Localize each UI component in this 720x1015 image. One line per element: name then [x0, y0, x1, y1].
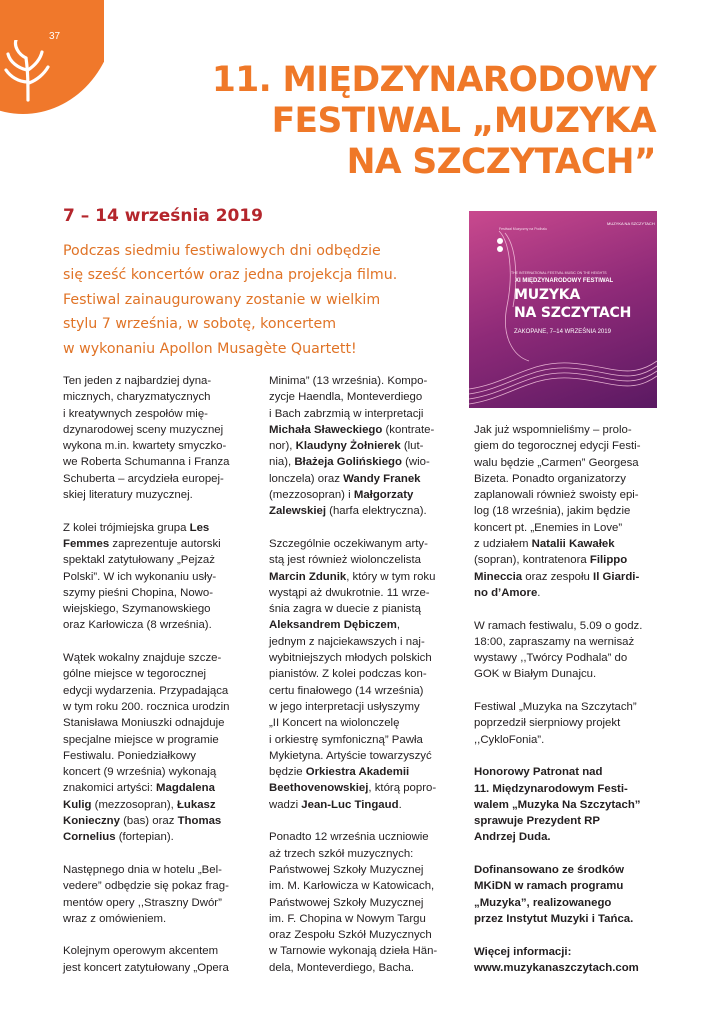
text-line: jest koncert zatytułowany „Opera [63, 961, 229, 974]
text-line: Marcin Zdunik, który w tym roku [269, 570, 436, 583]
text-line: wadzi Jean-Luc Tingaud. [269, 798, 402, 811]
text-line: Szczególnie oczekiwanym arty- [269, 537, 428, 550]
text-line: Zalewskiej (harfa elektryczna). [269, 505, 427, 518]
text-line: szymy pieśni Chopina, Nowo- [63, 586, 214, 599]
text-line: Beethovenowskiej, którą popro- [269, 782, 437, 795]
text-line: Festiwalu. Poniedziałkowy [63, 749, 196, 762]
poster-masthead: THE INTERNATIONAL FESTIVAL MUSIC ON THE HEIGHTS [511, 271, 607, 275]
text-line: koncert (9 września) wykonają [63, 766, 217, 779]
text-line: Mykietyna. Artyście towarzyszyć [269, 749, 432, 762]
corner-decoration [0, 0, 104, 116]
text-line: edycji wydarzenia. Przypadająca [63, 684, 229, 697]
text-line: wybitniejszych młodych polskich [269, 652, 432, 665]
text-line: mentów opery ,,Straszny Dwór” [63, 896, 222, 909]
paragraph [474, 764, 662, 845]
text-line: giem do tegorocznej edycji Festi- [474, 440, 641, 453]
text-line: w tym roku 200. rocznica urodzin [63, 700, 230, 713]
text-line: Państwowej Szkoły Muzycznej [269, 863, 424, 876]
text-line: Państwowej Szkoły Muzycznej [269, 896, 424, 909]
title-line: NA SZCZYTACH” [346, 142, 656, 182]
text-line: Andrzej Duda. [474, 831, 551, 844]
text-line: Michała Sławeckiego (kontrate- [269, 423, 435, 436]
lead-paragraph [63, 239, 433, 361]
text-line: z udziałem Natalii Kawałek [474, 538, 615, 551]
text-line: nia), Błażeja Golińskiego (wio- [269, 456, 430, 469]
text-line: www.muzykanaszczytach.com [474, 961, 639, 974]
wheat-logo-icon [4, 40, 52, 102]
title-line: 11. MIĘDZYNARODOWY [211, 60, 656, 100]
text-line: Honorowy Patronat nad [474, 766, 603, 779]
poster-title: MUZYKA [514, 287, 581, 303]
text-line: Jak już wspomnieliśmy – prolo- [474, 424, 632, 436]
paragraph [474, 618, 662, 683]
lead-line: Podczas siedmiu festiwalowych dni odbędzie [63, 243, 381, 259]
lead-line: w wykonaniu Apollon Musagète Quartett! [63, 340, 357, 357]
text-line: dzynarodowej sceny muzycznej [63, 423, 224, 436]
festival-poster [469, 211, 657, 408]
text-line: przez Instytut Muzyki i Tańca. [474, 912, 634, 925]
text-line: walu będzie „Carmen” Georgesa [474, 456, 639, 469]
text-line: „II Koncert na wiolonczelę [269, 717, 400, 730]
column-1 [63, 373, 243, 992]
text-line: specjalne miejsce w programie [63, 733, 219, 746]
text-line: Stanisława Moniuszki odnajduje [63, 717, 225, 730]
text-line: Femmes zaprezentuje autorski [63, 537, 221, 550]
text-line: we Roberta Schumanna i Franza [63, 456, 230, 469]
text-line: nor), Klaudyny Żołnierek (lut- [269, 440, 424, 453]
text-line: lonczela) oraz Wandy Franek [269, 472, 421, 485]
text-line: Kolejnym operowym akcentem [63, 945, 219, 958]
text-line: GOK w Białym Dunajcu. [474, 668, 597, 681]
text-line: Schuberta – arcydzieła europej- [63, 472, 224, 485]
text-line: pianistów. Z kolei podczas kon- [269, 668, 427, 681]
text-line: wraz z omówieniem. [63, 912, 167, 925]
text-line: wiejskiego, Szymanowskiego [63, 603, 211, 616]
text-line: oraz Karłowicza (8 września). [63, 619, 212, 632]
text-line: MKiDN w ramach programu [474, 880, 624, 893]
text-line: (mezzosopran) i Małgorzaty [269, 489, 414, 502]
paragraph [63, 650, 243, 846]
paragraph [474, 422, 662, 601]
poster-subtitle: XI MIĘDZYNARODOWY FESTIWAL [515, 278, 614, 284]
text-line: certu finałowego (14 września) [269, 684, 424, 697]
text-line: oraz Zespołu Szkół Muzycznych [269, 929, 432, 942]
text-line: Aleksandrem Dębiczem, [269, 619, 401, 632]
text-line: poprzedził sierpniowy projekt [474, 717, 621, 730]
paragraph [474, 944, 662, 977]
text-line: Mineccia oraz zespołu Il Giardi- [474, 570, 640, 583]
page-number: 37 [49, 31, 61, 42]
text-line: Następnego dnia w hotelu „Bel- [63, 863, 222, 876]
text-line: Ten jeden z najbardziej dyna- [63, 375, 212, 387]
text-line: koncert pt. „Enemies in Love” [474, 521, 623, 534]
paragraph [63, 373, 243, 503]
text-line: micznych, charyzmatycznych [63, 391, 211, 404]
text-line: Bizeta. Ponadto organizatorzy [474, 472, 626, 485]
text-line: stą jest również wiolonczelista [269, 554, 421, 567]
text-line: znakomici artyści: Magdalena [63, 782, 215, 795]
text-line: w Tarnowie wykonają dzieła Hän- [269, 945, 438, 958]
title-line: FESTIWAL „MUZYKA [271, 101, 656, 141]
text-line: spektakl zatytułowany „Pejzaż [63, 554, 215, 567]
paragraph [474, 699, 662, 748]
text-line: ,,CykloFonia”. [474, 733, 545, 746]
paragraph [269, 536, 449, 813]
text-line: wystawy ,,Twórcy Podhala” do [474, 652, 628, 665]
poster-top-text: Festiwal Muzyczny na Podhalu [499, 227, 548, 231]
paragraph [474, 862, 662, 927]
text-line: Wątek wokalny znajduje szcze- [63, 652, 222, 665]
text-line: Polski”. W ich wykonaniu usły- [63, 570, 217, 583]
text-line: Kulig (mezzosopran), Łukasz [63, 798, 216, 811]
text-line: Minima” (13 września). Kompo- [269, 375, 428, 387]
text-line: Festiwal „Muzyka na Szczytach” [474, 701, 637, 714]
poster-logo: MUZYKA NA SZCZYTACH [607, 221, 655, 226]
text-line: wykona m.in. kwartety smyczko- [63, 440, 227, 453]
text-line: w jego interpretacji usłyszymy [269, 700, 420, 713]
text-line: no d’Amore. [474, 586, 541, 599]
festival-dates: 7 – 14 września 2019 [63, 206, 264, 226]
text-line: 11. Międzynarodowym Festi- [474, 782, 628, 795]
text-line: vedere” odbędzie się pokaz frag- [63, 880, 229, 893]
text-line: im. F. Chopina w Nowym Targu [269, 912, 426, 925]
text-line: śnia zagra w duecie z pianistą [269, 603, 421, 616]
lead-line: się sześć koncertów oraz jedna projekcja filmu. [63, 267, 398, 284]
text-line: walem „Muzyka Na Szczytach” [474, 798, 641, 811]
text-line: im. M. Karłowicza w Katowicach, [269, 880, 435, 893]
text-line: Więcej informacji: [474, 945, 572, 958]
text-line: gólne miejsce w tegorocznej [63, 668, 207, 681]
text-line: i Bach zabrzmią w interpretacji [269, 407, 424, 420]
poster-title: NA SZCZYTACH [514, 305, 632, 321]
column-2 [269, 373, 449, 992]
text-line: 18:00, zapraszamy na wernisaż [474, 635, 635, 648]
text-line: W ramach festiwalu, 5.09 o godz. [474, 619, 643, 632]
lead-line: Festiwal zainaugurowany zostanie w wielkim [63, 291, 381, 308]
text-line: wystąpi aż dwukrotnie. 11 wrze- [269, 586, 430, 599]
text-line: Ponadto 12 września uczniowie [269, 831, 429, 844]
text-line: dela, Monteverdiego, Bacha. [269, 961, 415, 974]
text-line: sprawuje Prezydent RP [474, 815, 600, 828]
column-3 [474, 422, 662, 992]
page-title [212, 60, 656, 183]
text-line: Konieczny (bas) oraz Thomas [63, 815, 222, 828]
paragraph [63, 520, 243, 634]
text-line: log (18 września), jakim będzie [474, 505, 631, 518]
text-line: i orkiestrę symfoniczną” Pawła [269, 733, 423, 746]
text-line: Z kolei trójmiejska grupa Les [63, 521, 210, 534]
text-line: aż trzech szkół muzycznych: [269, 847, 414, 860]
text-line: (sopran), kontratenora Filippo [474, 554, 628, 567]
text-line: jednym z najciekawszych i naj- [269, 635, 425, 648]
paragraph [63, 943, 243, 976]
text-line: zaplanowali również swoisty epi- [474, 489, 639, 502]
paragraph [63, 862, 243, 927]
text-line: skiej literatury muzycznej. [63, 489, 193, 502]
text-line: Cornelius (fortepian). [63, 831, 174, 844]
text-line: i kreatywnych zespołów mię- [63, 407, 208, 420]
lead-line: stylu 7 września, w sobotę, koncertem [63, 316, 337, 333]
paragraph [269, 373, 449, 520]
text-line: zycje Haendla, Monteverdiego [269, 391, 423, 404]
paragraph [269, 829, 449, 976]
text-line: Dofinansowano ze środków [474, 864, 624, 877]
text-line: będzie Orkiestra Akademii [269, 766, 410, 779]
text-line: „Muzyka”, realizowanego [474, 896, 612, 909]
poster-dates: ZAKOPANE, 7–14 WRZEŚNIA 2019 [514, 329, 611, 335]
